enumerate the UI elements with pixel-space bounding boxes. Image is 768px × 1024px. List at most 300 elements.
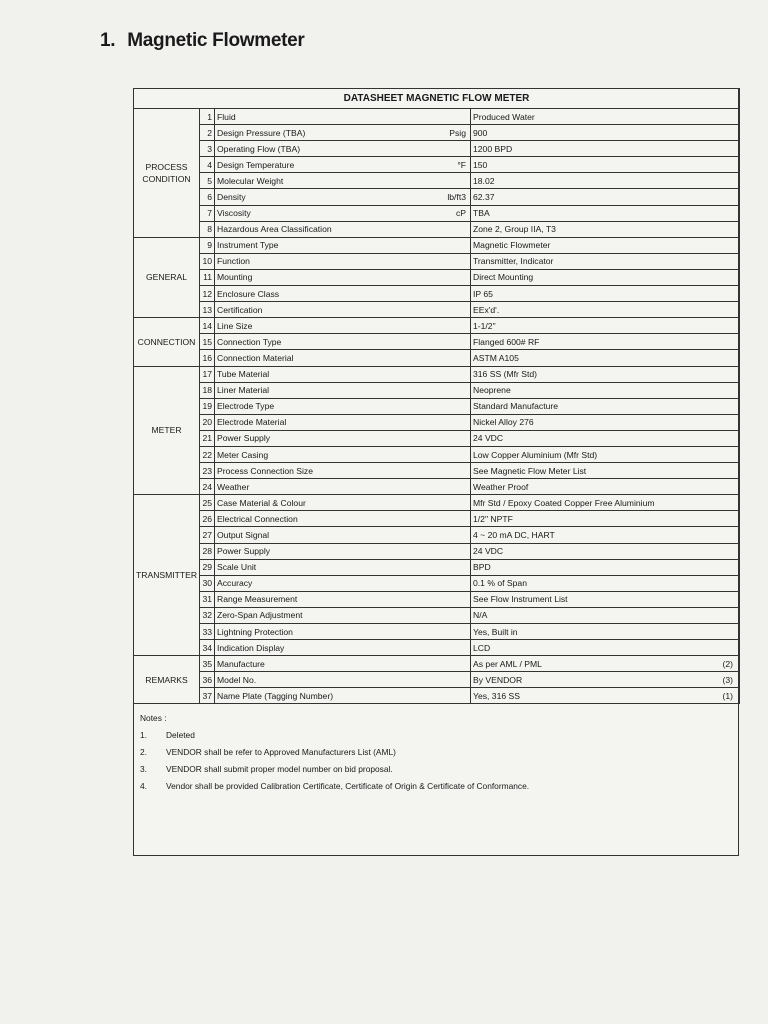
table-row bbox=[134, 398, 740, 414]
item-unit bbox=[466, 594, 468, 604]
item-value: 4 ~ 20 mA DC, HART bbox=[473, 529, 555, 540]
value-cell bbox=[471, 237, 740, 253]
item-label: Name Plate (Tagging Number) bbox=[217, 690, 334, 701]
item-value: 24 VDC bbox=[473, 433, 504, 444]
note-reference bbox=[733, 240, 737, 250]
item-label: Density bbox=[217, 192, 246, 203]
item-unit bbox=[466, 272, 468, 282]
note-reference bbox=[733, 450, 737, 460]
item-label: Process Connection Size bbox=[217, 465, 314, 476]
item-unit bbox=[466, 482, 468, 492]
item-unit bbox=[466, 385, 468, 395]
row-number: 21 bbox=[200, 430, 215, 446]
item-cell bbox=[215, 591, 471, 607]
item-unit bbox=[466, 321, 468, 331]
item-unit bbox=[466, 562, 468, 572]
datasheet-title-row bbox=[134, 89, 740, 109]
value-cell bbox=[471, 672, 740, 688]
item-unit bbox=[466, 659, 468, 669]
row-number: 11 bbox=[200, 269, 215, 285]
item-cell bbox=[215, 495, 471, 511]
note-reference bbox=[733, 482, 737, 492]
row-number: 9 bbox=[200, 237, 215, 253]
item-cell bbox=[215, 624, 471, 640]
item-value: Nickel Alloy 276 bbox=[473, 417, 534, 428]
note-reference bbox=[733, 562, 737, 572]
item-label: Instrument Type bbox=[217, 240, 279, 251]
item-label: Electrical Connection bbox=[217, 513, 298, 524]
value-cell bbox=[471, 157, 740, 173]
item-cell bbox=[215, 125, 471, 141]
item-unit bbox=[466, 627, 468, 637]
value-cell bbox=[471, 205, 740, 221]
item-unit bbox=[466, 643, 468, 653]
note-reference bbox=[733, 176, 737, 186]
item-value: 0.1 % of Span bbox=[473, 578, 527, 589]
table-row bbox=[134, 430, 740, 446]
note-reference bbox=[733, 208, 737, 218]
item-label: Zero-Span Adjustment bbox=[217, 610, 303, 621]
table-row bbox=[134, 543, 740, 559]
note-text: Vendor shall be provided Calibration Certificate, Certificate of Origin & Certificate of Conformance. bbox=[166, 781, 530, 792]
item-label: Meter Casing bbox=[217, 449, 269, 460]
note-reference bbox=[733, 466, 737, 476]
value-cell bbox=[471, 511, 740, 527]
value-cell bbox=[471, 173, 740, 189]
item-label: Hazardous Area Classification bbox=[217, 224, 332, 235]
row-number: 5 bbox=[200, 173, 215, 189]
item-unit: cP bbox=[455, 208, 466, 219]
item-cell bbox=[215, 189, 471, 205]
item-label: Molecular Weight bbox=[217, 175, 284, 186]
item-value: Magnetic Flowmeter bbox=[473, 240, 551, 251]
row-number: 29 bbox=[200, 559, 215, 575]
row-number: 3 bbox=[200, 141, 215, 157]
item-value: 150 bbox=[473, 159, 488, 170]
item-value: IP 65 bbox=[473, 288, 493, 299]
value-cell bbox=[471, 446, 740, 462]
note-reference bbox=[733, 385, 737, 395]
item-label: Connection Material bbox=[217, 352, 294, 363]
item-value: Direct Mounting bbox=[473, 272, 534, 283]
item-cell bbox=[215, 446, 471, 462]
item-cell bbox=[215, 141, 471, 157]
item-label: Power Supply bbox=[217, 546, 271, 557]
item-value: 1/2" NPTF bbox=[473, 513, 513, 524]
table-row bbox=[134, 189, 740, 205]
note-reference bbox=[733, 643, 737, 653]
category-label: TRANSMITTER bbox=[134, 495, 200, 656]
row-number: 15 bbox=[200, 334, 215, 350]
note-reference bbox=[733, 610, 737, 620]
value-cell bbox=[471, 479, 740, 495]
item-value: 1200 BPD bbox=[473, 143, 513, 154]
item-unit bbox=[466, 369, 468, 379]
item-value: 316 SS (Mfr Std) bbox=[473, 369, 537, 380]
row-number: 7 bbox=[200, 205, 215, 221]
table-row bbox=[134, 125, 740, 141]
row-number: 17 bbox=[200, 366, 215, 382]
item-label: Certification bbox=[217, 304, 263, 315]
note-reference bbox=[733, 578, 737, 588]
item-unit: Psig bbox=[449, 127, 466, 138]
table-row bbox=[134, 221, 740, 237]
note-number: 3. bbox=[140, 764, 147, 775]
item-label: Scale Unit bbox=[217, 562, 257, 573]
item-value: TBA bbox=[473, 208, 490, 219]
item-value: N/A bbox=[473, 610, 488, 621]
table-row bbox=[134, 511, 740, 527]
item-label: Design Temperature bbox=[217, 159, 295, 170]
row-number: 8 bbox=[200, 221, 215, 237]
item-unit: °F bbox=[457, 159, 466, 170]
table-row bbox=[134, 350, 740, 366]
note-item bbox=[140, 727, 738, 744]
row-number: 19 bbox=[200, 398, 215, 414]
value-cell bbox=[471, 430, 740, 446]
item-unit bbox=[466, 610, 468, 620]
value-cell bbox=[471, 366, 740, 382]
item-label: Electrode Material bbox=[217, 417, 287, 428]
item-label: Operating Flow (TBA) bbox=[217, 143, 301, 154]
value-cell bbox=[471, 221, 740, 237]
item-unit bbox=[466, 305, 468, 315]
value-cell bbox=[471, 350, 740, 366]
item-cell bbox=[215, 350, 471, 366]
note-reference bbox=[733, 401, 737, 411]
note-reference: (1) bbox=[722, 690, 734, 701]
note-reference bbox=[733, 514, 737, 524]
value-cell bbox=[471, 125, 740, 141]
item-cell bbox=[215, 511, 471, 527]
value-cell bbox=[471, 189, 740, 205]
item-cell bbox=[215, 205, 471, 221]
table-row bbox=[134, 269, 740, 285]
row-number: 32 bbox=[200, 607, 215, 623]
notes-list bbox=[140, 727, 738, 795]
item-cell bbox=[215, 640, 471, 656]
value-cell bbox=[471, 559, 740, 575]
value-cell bbox=[471, 495, 740, 511]
item-cell bbox=[215, 543, 471, 559]
item-value: 18.02 bbox=[473, 175, 495, 186]
item-value: 900 bbox=[473, 127, 488, 138]
section-title: Magnetic Flowmeter bbox=[127, 30, 305, 51]
item-cell bbox=[215, 559, 471, 575]
table-row bbox=[134, 286, 740, 302]
item-label: Weather bbox=[217, 481, 250, 492]
item-cell bbox=[215, 656, 471, 672]
item-label: Design Pressure (TBA) bbox=[217, 127, 306, 138]
row-number: 1 bbox=[200, 109, 215, 125]
note-reference bbox=[733, 594, 737, 604]
value-cell bbox=[471, 463, 740, 479]
value-cell bbox=[471, 398, 740, 414]
item-unit bbox=[466, 433, 468, 443]
note-number: 4. bbox=[140, 781, 147, 792]
table-row bbox=[134, 495, 740, 511]
item-value: EEx'd'. bbox=[473, 304, 500, 315]
item-value: Yes, 316 SS bbox=[473, 690, 520, 701]
table-row bbox=[134, 109, 740, 125]
item-label: Liner Material bbox=[217, 385, 270, 396]
item-label: Case Material & Colour bbox=[217, 497, 306, 508]
item-value: BPD bbox=[473, 562, 491, 573]
notes-section bbox=[134, 704, 738, 795]
item-label: Line Size bbox=[217, 320, 253, 331]
item-cell bbox=[215, 269, 471, 285]
item-label: Accuracy bbox=[217, 578, 253, 589]
section-number: 1. bbox=[100, 30, 116, 51]
value-cell bbox=[471, 382, 740, 398]
row-number: 25 bbox=[200, 495, 215, 511]
item-unit bbox=[466, 224, 468, 234]
value-cell bbox=[471, 640, 740, 656]
item-unit: lb/ft3 bbox=[447, 192, 466, 203]
item-label: Enclosure Class bbox=[217, 288, 280, 299]
item-cell bbox=[215, 688, 471, 704]
table-row bbox=[134, 672, 740, 688]
item-value: ASTM A105 bbox=[473, 352, 519, 363]
table-row bbox=[134, 205, 740, 221]
row-number: 34 bbox=[200, 640, 215, 656]
note-reference bbox=[733, 289, 737, 299]
item-value: See Magnetic Flow Meter List bbox=[473, 465, 587, 476]
item-value: Flanged 600# RF bbox=[473, 336, 540, 347]
value-cell bbox=[471, 302, 740, 318]
item-value: Yes, Built in bbox=[473, 626, 518, 637]
note-reference: (3) bbox=[722, 674, 734, 685]
datasheet bbox=[133, 88, 739, 856]
item-label: Output Signal bbox=[217, 529, 270, 540]
item-value: Neoprene bbox=[473, 385, 511, 396]
table-row bbox=[134, 559, 740, 575]
table-row bbox=[134, 640, 740, 656]
row-number: 20 bbox=[200, 414, 215, 430]
value-cell bbox=[471, 607, 740, 623]
category-label: PROCESS CONDITION bbox=[134, 109, 200, 238]
note-item bbox=[140, 744, 738, 761]
item-cell bbox=[215, 463, 471, 479]
value-cell bbox=[471, 527, 740, 543]
row-number: 24 bbox=[200, 479, 215, 495]
item-label: Electrode Type bbox=[217, 401, 275, 412]
category-label: REMARKS bbox=[134, 656, 200, 704]
note-number: 1. bbox=[140, 730, 147, 741]
item-value: 62.37 bbox=[473, 192, 495, 203]
item-unit bbox=[466, 498, 468, 508]
table-row bbox=[134, 237, 740, 253]
value-cell bbox=[471, 253, 740, 269]
item-label: Tube Material bbox=[217, 369, 270, 380]
datasheet-title: DATASHEET MAGNETIC FLOW METER bbox=[134, 89, 740, 109]
item-unit bbox=[466, 514, 468, 524]
item-label: Power Supply bbox=[217, 433, 271, 444]
value-cell bbox=[471, 318, 740, 334]
table-row bbox=[134, 141, 740, 157]
note-text: VENDOR shall be refer to Approved Manufacturers List (AML) bbox=[166, 747, 396, 758]
table-row bbox=[134, 656, 740, 672]
note-text: VENDOR shall submit proper model number on bid proposal. bbox=[166, 764, 393, 775]
item-value: LCD bbox=[473, 642, 491, 653]
item-unit bbox=[466, 256, 468, 266]
table-row bbox=[134, 414, 740, 430]
item-value: Weather Proof bbox=[473, 481, 529, 492]
note-reference bbox=[733, 144, 737, 154]
table-row bbox=[134, 527, 740, 543]
item-label: Connection Type bbox=[217, 336, 282, 347]
value-cell bbox=[471, 543, 740, 559]
row-number: 27 bbox=[200, 527, 215, 543]
notes-heading: Notes : bbox=[140, 713, 167, 724]
item-unit bbox=[466, 353, 468, 363]
row-number: 23 bbox=[200, 463, 215, 479]
item-label: Viscosity bbox=[217, 208, 251, 219]
item-unit bbox=[466, 112, 468, 122]
item-unit bbox=[466, 289, 468, 299]
item-unit bbox=[466, 337, 468, 347]
section-heading bbox=[100, 30, 305, 52]
table-row bbox=[134, 318, 740, 334]
note-reference bbox=[733, 256, 737, 266]
row-number: 13 bbox=[200, 302, 215, 318]
item-value: Zone 2, Group IIA, T3 bbox=[473, 224, 556, 235]
note-reference bbox=[733, 369, 737, 379]
value-cell bbox=[471, 334, 740, 350]
row-number: 14 bbox=[200, 318, 215, 334]
item-unit bbox=[466, 530, 468, 540]
item-cell bbox=[215, 366, 471, 382]
item-unit bbox=[466, 691, 468, 701]
value-cell bbox=[471, 414, 740, 430]
note-reference bbox=[733, 546, 737, 556]
row-number: 4 bbox=[200, 157, 215, 173]
item-unit bbox=[466, 176, 468, 186]
value-cell bbox=[471, 656, 740, 672]
item-cell bbox=[215, 109, 471, 125]
table-row bbox=[134, 382, 740, 398]
note-reference bbox=[733, 353, 737, 363]
row-number: 22 bbox=[200, 446, 215, 462]
value-cell bbox=[471, 286, 740, 302]
item-cell bbox=[215, 479, 471, 495]
table-row bbox=[134, 157, 740, 173]
item-value: Low Copper Aluminium (Mfr Std) bbox=[473, 449, 598, 460]
datasheet-table bbox=[133, 88, 740, 704]
row-number: 16 bbox=[200, 350, 215, 366]
item-cell bbox=[215, 607, 471, 623]
row-number: 28 bbox=[200, 543, 215, 559]
note-reference bbox=[733, 112, 737, 122]
category-label: GENERAL bbox=[134, 237, 200, 317]
row-number: 18 bbox=[200, 382, 215, 398]
note-reference bbox=[733, 160, 737, 170]
item-value: Mfr Std / Epoxy Coated Copper Free Aluminium bbox=[473, 497, 655, 508]
note-reference bbox=[733, 305, 737, 315]
table-row bbox=[134, 575, 740, 591]
category-label: CONNECTION bbox=[134, 318, 200, 366]
item-cell bbox=[215, 334, 471, 350]
item-unit bbox=[466, 417, 468, 427]
note-reference bbox=[733, 417, 737, 427]
value-cell bbox=[471, 141, 740, 157]
item-label: Function bbox=[217, 256, 250, 267]
item-value: 24 VDC bbox=[473, 546, 504, 557]
table-row bbox=[134, 479, 740, 495]
item-label: Fluid bbox=[217, 111, 236, 122]
item-unit bbox=[466, 450, 468, 460]
item-value: By VENDOR bbox=[473, 674, 523, 685]
item-cell bbox=[215, 221, 471, 237]
item-cell bbox=[215, 672, 471, 688]
table-row bbox=[134, 334, 740, 350]
row-number: 26 bbox=[200, 511, 215, 527]
table-row bbox=[134, 366, 740, 382]
item-cell bbox=[215, 575, 471, 591]
note-reference bbox=[733, 498, 737, 508]
item-unit bbox=[466, 401, 468, 411]
table-row bbox=[134, 591, 740, 607]
note-number: 2. bbox=[140, 747, 147, 758]
note-item bbox=[140, 761, 738, 778]
item-cell bbox=[215, 173, 471, 189]
note-reference bbox=[733, 433, 737, 443]
value-cell bbox=[471, 624, 740, 640]
item-unit bbox=[466, 675, 468, 685]
table-row bbox=[134, 173, 740, 189]
note-reference bbox=[733, 627, 737, 637]
row-number: 6 bbox=[200, 189, 215, 205]
row-number: 35 bbox=[200, 656, 215, 672]
item-label: Model No. bbox=[217, 674, 257, 685]
value-cell bbox=[471, 591, 740, 607]
row-number: 12 bbox=[200, 286, 215, 302]
item-unit bbox=[466, 466, 468, 476]
row-number: 31 bbox=[200, 591, 215, 607]
item-label: Manufacture bbox=[217, 658, 265, 669]
item-cell bbox=[215, 286, 471, 302]
value-cell bbox=[471, 688, 740, 704]
item-unit bbox=[466, 144, 468, 154]
value-cell bbox=[471, 269, 740, 285]
table-row bbox=[134, 688, 740, 704]
item-value: Standard Manufacture bbox=[473, 401, 559, 412]
note-reference bbox=[733, 530, 737, 540]
item-unit bbox=[466, 240, 468, 250]
item-label: Range Measurement bbox=[217, 594, 298, 605]
item-cell bbox=[215, 430, 471, 446]
item-cell bbox=[215, 237, 471, 253]
item-cell bbox=[215, 382, 471, 398]
note-reference bbox=[733, 321, 737, 331]
table-row bbox=[134, 446, 740, 462]
item-cell bbox=[215, 302, 471, 318]
table-row bbox=[134, 624, 740, 640]
item-cell bbox=[215, 318, 471, 334]
value-cell bbox=[471, 575, 740, 591]
item-cell bbox=[215, 527, 471, 543]
table-row bbox=[134, 607, 740, 623]
item-unit bbox=[466, 578, 468, 588]
table-row bbox=[134, 302, 740, 318]
item-cell bbox=[215, 253, 471, 269]
note-item bbox=[140, 778, 738, 795]
row-number: 36 bbox=[200, 672, 215, 688]
item-cell bbox=[215, 414, 471, 430]
item-label: Lightning Protection bbox=[217, 626, 293, 637]
item-value: Produced Water bbox=[473, 111, 535, 122]
category-label: METER bbox=[134, 366, 200, 495]
